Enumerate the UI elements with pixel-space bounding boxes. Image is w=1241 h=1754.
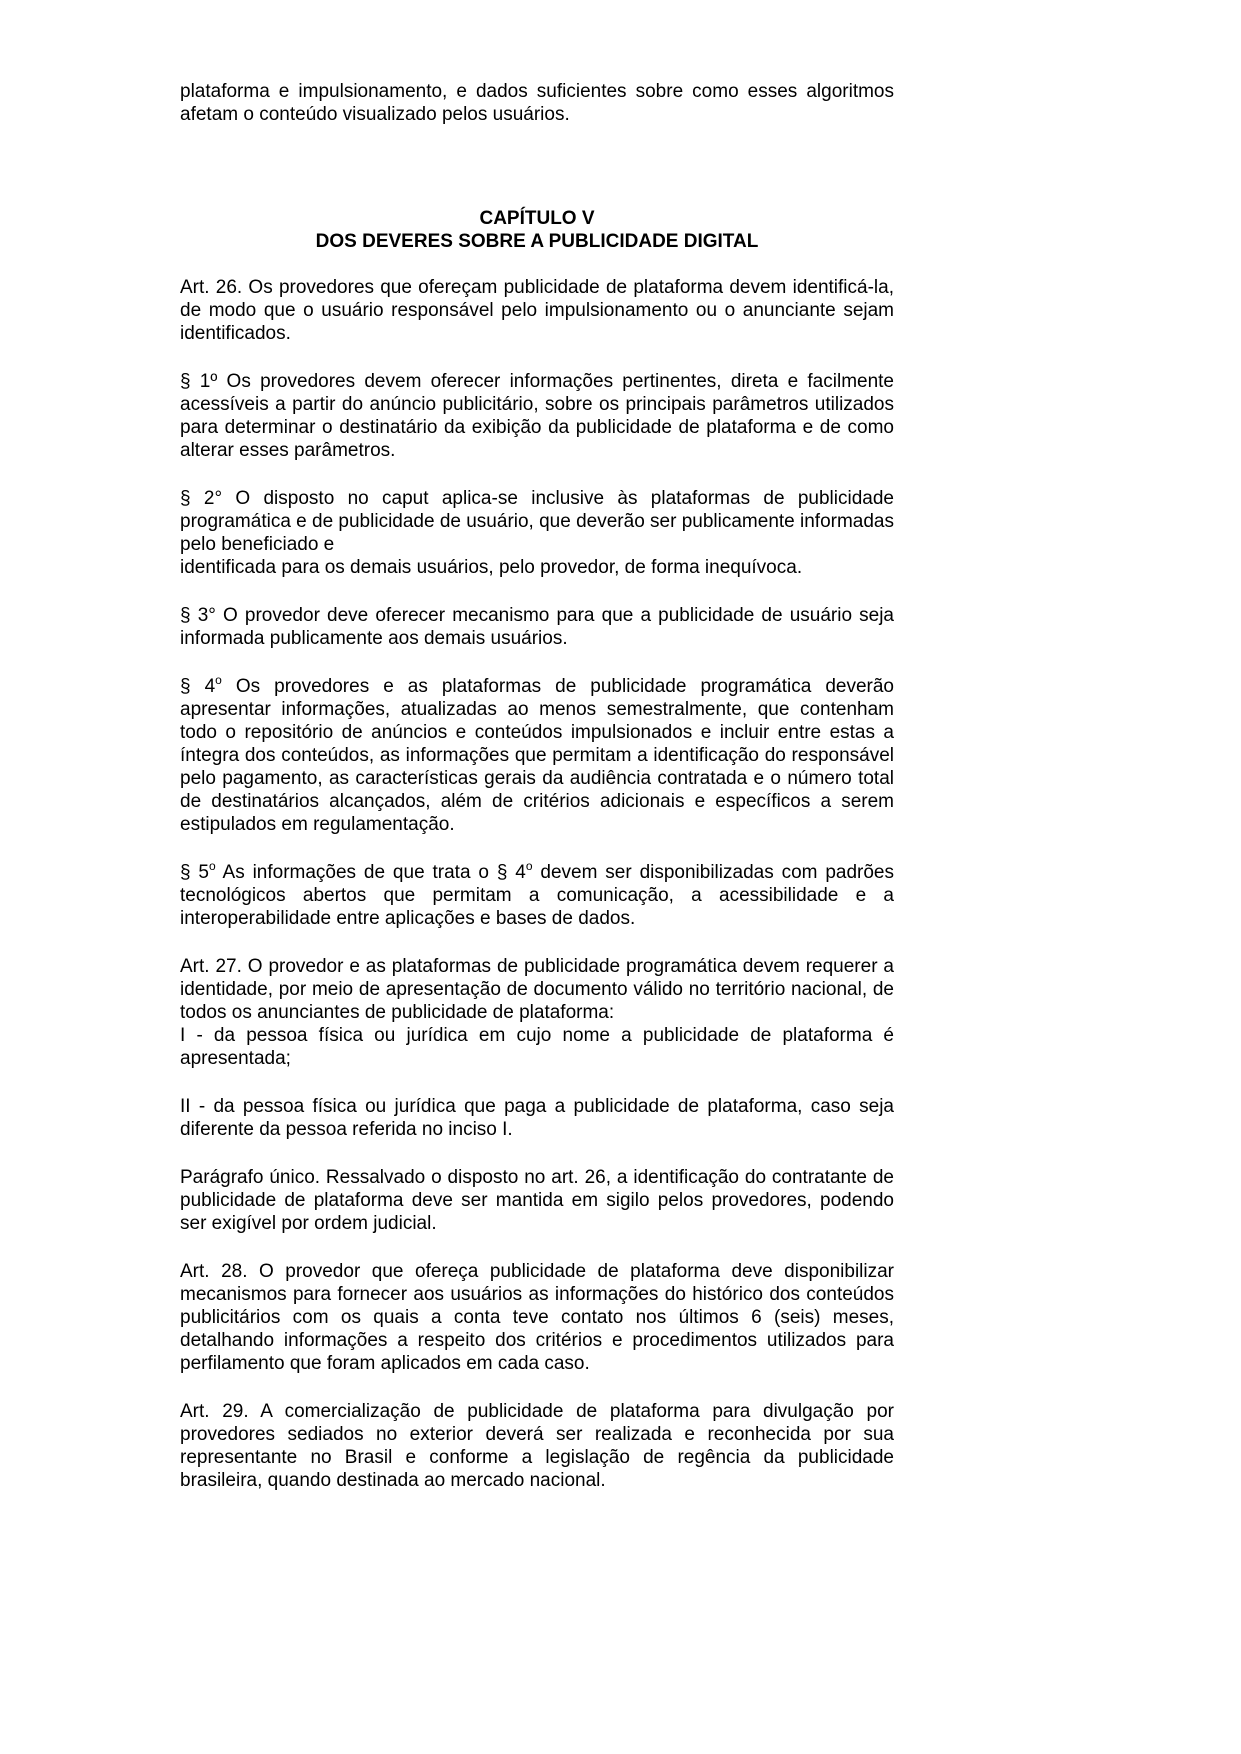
art27-inciso-2: II - da pessoa física ou jurídica que paga a publicidade de plataforma, caso seja diferente da pessoa referida no inciso I. <box>180 1096 894 1140</box>
art26-caput: Art. 26. Os provedores que ofereçam publicidade de plataforma devem identificá-la, de modo que o usuário responsável pelo impulsionamento ou o anunciante sejam identificados. <box>180 277 894 344</box>
chapter-heading <box>180 207 894 253</box>
art26-paragraph-1: § 1º Os provedores devem oferecer informações pertinentes, direta e facilmente acessíveis a partir do anúncio publicitário, sobre os principais parâmetros utilizados para determinar o destinatário da exibição da publicidade de plataforma e de como alterar esses parâmetros. <box>180 371 894 461</box>
ordinal-mark: o <box>215 673 222 687</box>
art26-paragraph-5 <box>180 861 894 930</box>
art26-paragraph-3: § 3° O provedor deve oferecer mecanismo para que a publicidade de usuário seja informada publicamente aos demais usuários. <box>180 605 894 649</box>
chapter-title: DOS DEVERES SOBRE A PUBLICIDADE DIGITAL <box>315 231 759 252</box>
art26-paragraph-5-mid: As informações de que trata o § 4 <box>215 862 526 883</box>
art26-paragraph-4-text: Os provedores e as plataformas de publicidade programática deverão apresentar informações, atualizadas ao menos semestralmente, que contenham todo o repositório de anúncios e conteúdos impulsionados e incluir entre estas a íntegra dos conteúdos, as informações que permitam a identificação do responsável pelo pagamento, as características gerais da audiência contratada e o número total de destinatários alcançados, além de critérios adicionais e específicos a serem estipulados em regulamentação. <box>180 676 894 835</box>
ordinal-mark: o <box>525 859 533 873</box>
art26-paragraph-4-prefix: § 4 <box>180 676 216 697</box>
art29-caput: Art. 29. A comercialização de publicidade de plataforma para divulgação por provedores sediados no exterior deverá ser realizada e reconhecida por sua representante no Brasil e conforme a legislação de regência da publicidade brasileira, quando destinada ao mercado nacional. <box>180 1401 894 1491</box>
art26-paragraph-4 <box>180 675 894 836</box>
art26-paragraph-2-part-b: identificada para os demais usuários, pelo provedor, de forma inequívoca. <box>180 557 803 578</box>
ordinal-mark: o <box>209 859 216 873</box>
document-page <box>180 80 894 1492</box>
art27-inciso-1: I - da pessoa física ou jurídica em cujo nome a publicidade de plataforma é apresentada; <box>180 1025 894 1069</box>
art27-caput: Art. 27. O provedor e as plataformas de publicidade programática devem requerer a identidade, por meio de apresentação de documento válido no território nacional, de todos os anunciantes de publicidade de plataforma: <box>180 956 894 1023</box>
art26-paragraph-5-text: devem ser disponibilizadas com padrões tecnológicos abertos que permitam a comunicação, a acessibilidade e a interoperabilidade entre aplicações e bases de dados. <box>180 862 895 929</box>
art26-paragraph-2 <box>180 487 894 579</box>
art26-paragraph-5-prefix: § 5 <box>180 862 210 883</box>
art27 <box>180 955 894 1070</box>
intro-paragraph: plataforma e impulsionamento, e dados suficientes sobre como esses algoritmos afetam o conteúdo visualizado pelos usuários. <box>180 81 894 125</box>
art27-paragrafo-unico: Parágrafo único. Ressalvado o disposto no art. 26, a identificação do contratante de publicidade de plataforma deve ser mantida em sigilo pelos provedores, podendo ser exigível por ordem judicial. <box>180 1167 894 1234</box>
art26-paragraph-2-part-a: § 2° O disposto no caput aplica-se inclusive às plataformas de publicidade programática e de publicidade de usuário, que deverão ser publicamente informadas pelo beneficiado e <box>180 488 894 555</box>
chapter-number: CAPÍTULO V <box>479 208 595 229</box>
art28-caput: Art. 28. O provedor que ofereça publicidade de plataforma deve disponibilizar mecanismos para fornecer aos usuários as informações do histórico dos conteúdos publicitários com os quais a conta teve contato nos últimos 6 (seis) meses, detalhando informações a respeito dos critérios e procedimentos utilizados para perfilamento que foram aplicados em cada caso. <box>180 1261 894 1374</box>
